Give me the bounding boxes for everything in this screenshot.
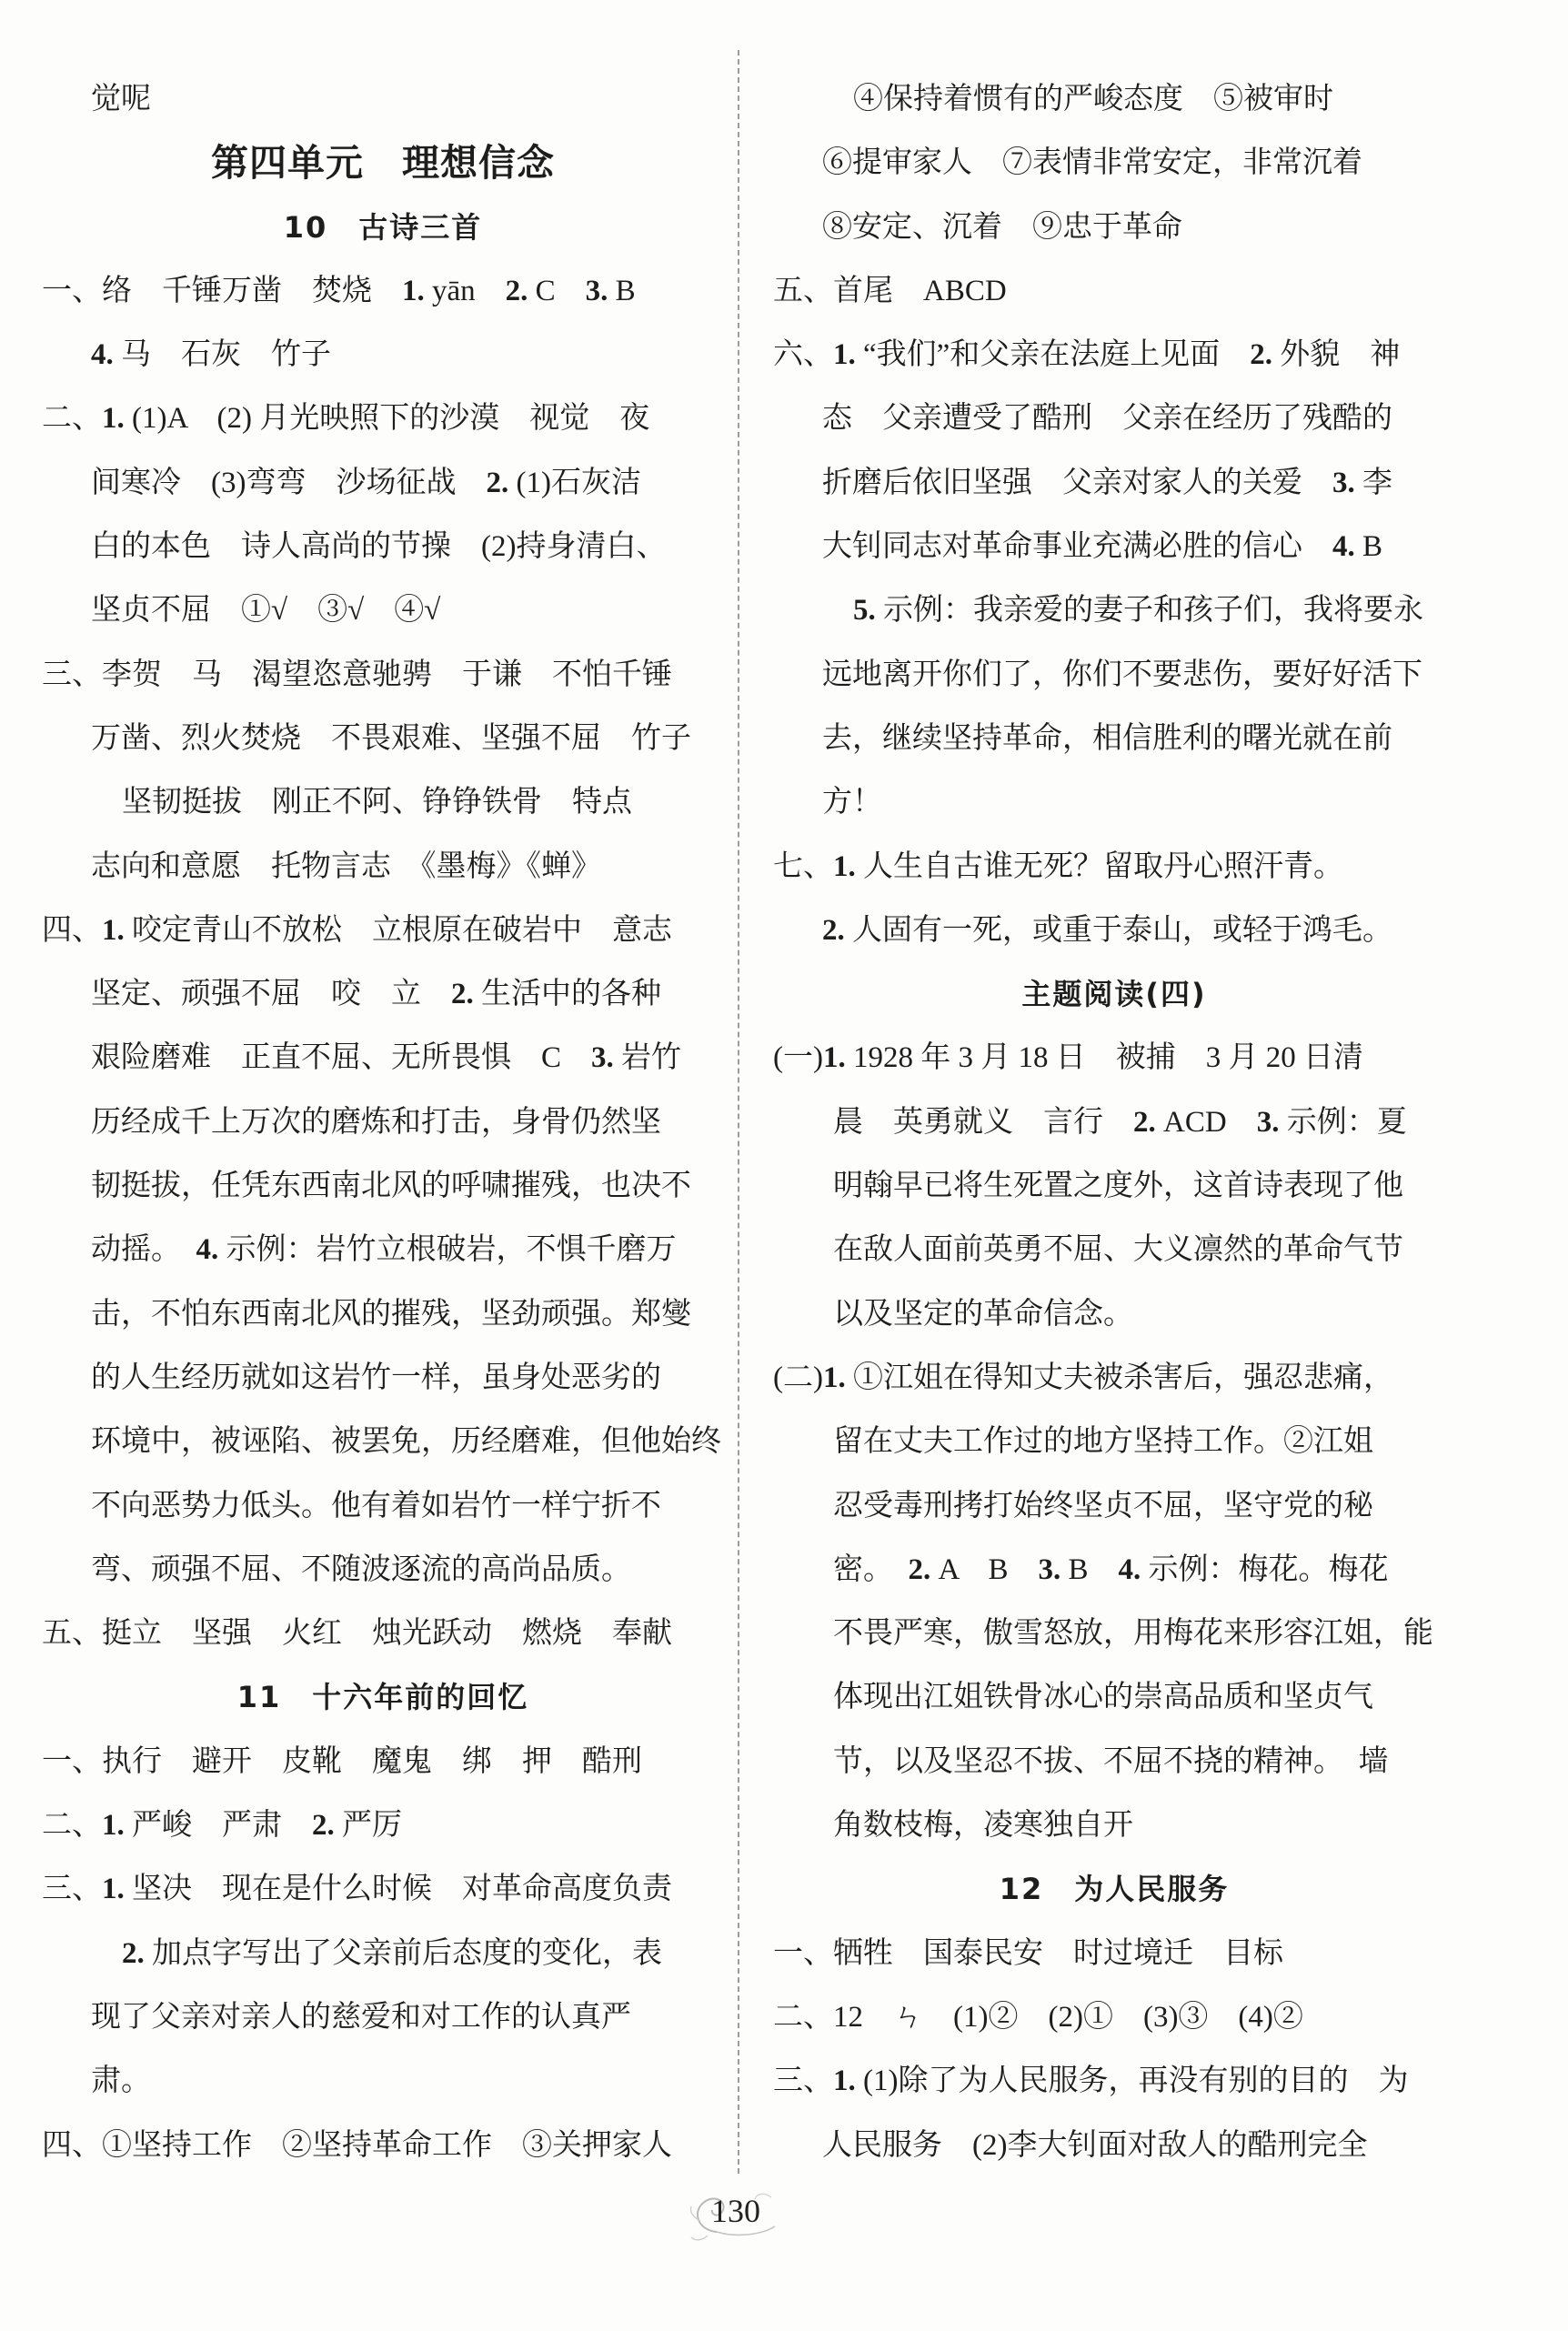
- answer-line: 四、①坚持工作 ②坚持革命工作 ③关押家人: [42, 2128, 672, 2162]
- question-number: 1.: [833, 338, 856, 372]
- answer-line: 明翰早已将生死置之度外，这首诗表现了他: [833, 1170, 1403, 1203]
- answer-line: 万凿、烈火焚烧 不畏艰难、坚强不屈 竹子: [91, 721, 691, 755]
- answer-line: 2. 人固有一死，或重于泰山，或轻于鸿毛。: [822, 913, 1392, 947]
- question-number: 3.: [1256, 1105, 1280, 1139]
- question-number: 1.: [822, 1361, 846, 1394]
- left-column: [42, 67, 724, 2177]
- question-number: 4.: [1332, 530, 1355, 564]
- answer-line: 晨 英勇就义 言行 2. ACD 3. 示例：夏: [833, 1105, 1407, 1139]
- answer-line: ⑧安定、沉着 ⑨忠于革命: [822, 210, 1182, 244]
- page-number: 130: [711, 2193, 760, 2229]
- answer-line: 在敌人面前英勇不屈、大义凛然的革命气节: [833, 1233, 1403, 1267]
- lesson-title: 11 十六年前的回忆: [236, 1680, 529, 1715]
- answer-line: 觉呢: [91, 83, 151, 116]
- lesson-title: 10 古诗三首: [283, 209, 483, 245]
- question-number: 1.: [102, 402, 125, 436]
- section-title: 主题阅读(四): [1021, 977, 1207, 1012]
- question-number: 1.: [822, 1041, 846, 1075]
- answer-line: 密。 2. A B 3. B 4. 示例：梅花。梅花: [833, 1552, 1389, 1586]
- answer-line: 4. 马 石灰 竹子: [91, 338, 331, 372]
- question-number: 1.: [833, 2065, 856, 2098]
- answer-line: 体现出江姐铁骨冰心的崇高品质和坚贞气: [833, 1681, 1373, 1714]
- answer-line: 人民服务 (2)李大钊面对敌人的酷刑完全: [822, 2128, 1368, 2162]
- question-number: 1.: [833, 849, 856, 883]
- answer-line: 三、1. (1)除了为人民服务，再没有别的目的 为: [773, 2065, 1409, 2098]
- question-number: 2.: [1250, 338, 1273, 372]
- question-number: 3.: [1332, 466, 1355, 499]
- answer-line: 不向恶势力低头。他有着如岩竹一样宁折不: [91, 1489, 661, 1522]
- answer-line: 的人生经历就如这岩竹一样，虽身处恶劣的: [91, 1361, 661, 1394]
- question-number: 3.: [585, 274, 608, 307]
- answer-line: 七、1. 人生自古谁无死？留取丹心照汗青。: [773, 849, 1343, 883]
- question-number: 5.: [853, 594, 876, 628]
- answer-line: 不畏严寒，傲雪怒放，用梅花来形容江姐，能: [833, 1617, 1433, 1651]
- question-number: 1.: [402, 274, 425, 307]
- answer-line: 志向和意愿 托物言志 《墨梅》《蝉》: [91, 849, 601, 883]
- question-number: 2.: [1133, 1105, 1156, 1139]
- answer-line: 四、1. 咬定青山不放松 立根原在破岩中 意志: [42, 913, 672, 947]
- answer-line: 节，以及坚忍不拔、不屈不挠的精神。 墙: [833, 1744, 1389, 1778]
- answer-line: 动摇。 4. 示例：岩竹立根破岩，不惧千磨万: [91, 1233, 677, 1267]
- answer-line: 以及坚定的革命信念。: [833, 1297, 1133, 1331]
- answer-line: 坚贞不屈 ①√ ③√ ④√: [91, 594, 441, 628]
- answer-line: 三、1. 坚决 现在是什么时候 对革命高度负责: [42, 1873, 672, 1906]
- answer-line: 肃。: [91, 2065, 151, 2098]
- answer-line: 一、络 千锤万凿 焚烧 1. yān 2. C 3. B: [42, 274, 636, 307]
- answer-line: 弯、顽强不屈、不随波逐流的高尚品质。: [91, 1552, 631, 1586]
- question-number: 4.: [91, 338, 114, 372]
- answer-line: 环境中，被诬陷、被罢免，历经磨难，但他始终: [91, 1425, 721, 1459]
- answer-line: 二、1. 严峻 严肃 2. 严厉: [42, 1809, 402, 1843]
- question-number: 1.: [102, 913, 125, 947]
- answer-line: 2. 加点字写出了父亲前后态度的变化，表: [122, 1936, 662, 1970]
- answer-line: 方！: [822, 786, 882, 819]
- answer-line: 间寒冷 (3)弯弯 沙场征战 2. (1)石灰洁: [91, 466, 641, 499]
- answer-line: 忍受毒刑拷打始终坚贞不屈，坚守党的秘: [833, 1489, 1373, 1522]
- question-number: 2.: [822, 913, 845, 947]
- question-number: 4.: [196, 1233, 219, 1267]
- answer-line: (二)1. ①江姐在得知丈夫被杀害后，强忍悲痛，: [773, 1361, 1393, 1394]
- answer-line: (一)1. 1928 年 3 月 18 日 被捕 3 月 20 日清: [773, 1041, 1363, 1075]
- answer-line: 角数枝梅，凌寒独自开: [833, 1809, 1133, 1843]
- answer-line: 艰险磨难 正直不屈、无所畏惧 C 3. 岩竹: [91, 1041, 682, 1075]
- answer-line: ④保持着惯有的严峻态度 ⑤被审时: [853, 83, 1333, 116]
- answer-line: ⑥提审家人 ⑦表情非常安定，非常沉着: [822, 146, 1362, 180]
- answer-line: 坚韧挺拔 刚正不阿、铮铮铁骨 特点: [122, 786, 632, 819]
- answer-line: 二、12 ㄣ (1)② (2)① (3)③ (4)②: [773, 2000, 1303, 2034]
- question-number: 2.: [486, 466, 509, 499]
- question-number: 1.: [102, 1809, 125, 1843]
- lesson-title: 12 为人民服务: [999, 1872, 1230, 1907]
- answer-line: 现了父亲对亲人的慈爱和对工作的认真严: [91, 2000, 631, 2034]
- answer-line: 折磨后依旧坚强 父亲对家人的关爱 3. 李: [822, 466, 1392, 499]
- question-number: 2.: [122, 1936, 145, 1970]
- answer-line: 历经成千上万次的磨炼和打击，身骨仍然坚: [91, 1105, 661, 1139]
- question-number: 2.: [451, 978, 474, 1011]
- question-number: 1.: [102, 1873, 125, 1906]
- answer-line: 韧挺拔，任凭东西南北风的呼啸摧残，也决不: [91, 1170, 691, 1203]
- answer-line: 二、1. (1)A (2) 月光映照下的沙漠 视觉 夜: [42, 402, 650, 436]
- answer-line: 六、1. “我们”和父亲在法庭上见面 2. 外貌 神: [773, 338, 1401, 372]
- answer-line: 白的本色 诗人高尚的节操 (2)持身清白、: [91, 530, 667, 564]
- answer-line: 五、挺立 坚强 火红 烛光跃动 燃烧 奉献: [42, 1617, 672, 1651]
- answer-line: 三、李贺 马 渴望恣意驰骋 于谦 不怕千锤: [42, 658, 672, 691]
- unit-title: 第四单元 理想信念: [211, 141, 555, 186]
- column-divider: [738, 50, 739, 2174]
- answer-line: 远地离开你们了，你们不要悲伤，要好好活下: [822, 658, 1422, 691]
- answer-line: 大钊同志对革命事业充满必胜的信心 4. B: [822, 530, 1383, 564]
- answer-line: 留在丈夫工作过的地方坚持工作。②江姐: [833, 1425, 1373, 1459]
- answer-line: 态 父亲遭受了酷刑 父亲在经历了残酷的: [822, 402, 1392, 436]
- answer-line: 击，不怕东西南北风的摧残，坚劲顽强。郑燮: [91, 1297, 691, 1331]
- question-number: 4.: [1118, 1552, 1141, 1586]
- question-number: 2.: [312, 1809, 335, 1843]
- answer-line: 一、牺牲 国泰民安 时过境迁 目标: [773, 1936, 1283, 1970]
- right-column: [773, 67, 1455, 2177]
- answer-line: 一、执行 避开 皮靴 魔鬼 绑 押 酷刑: [42, 1744, 642, 1778]
- question-number: 2.: [505, 274, 528, 307]
- question-number: 2.: [908, 1552, 931, 1586]
- question-number: 3.: [1038, 1552, 1061, 1586]
- answer-line: 去，继续坚持革命，相信胜利的曙光就在前: [822, 721, 1392, 755]
- answer-line: 坚定、顽强不屈 咬 立 2. 生活中的各种: [91, 978, 661, 1011]
- answer-line: 5. 示例：我亲爱的妻子和孩子们，我将要永: [853, 594, 1423, 628]
- answer-line: 五、首尾 ABCD: [773, 274, 1007, 307]
- question-number: 3.: [591, 1041, 614, 1075]
